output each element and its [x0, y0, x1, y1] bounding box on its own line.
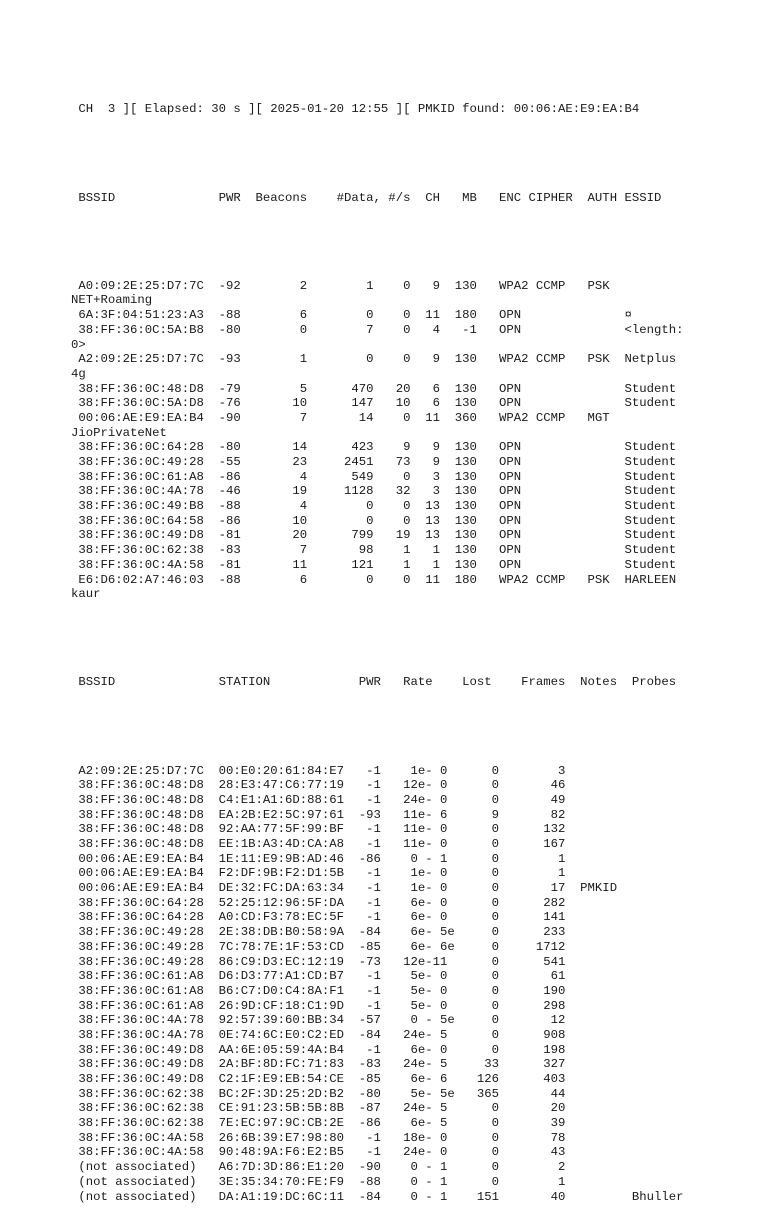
ap-table-row: 38:FF:36:0C:64:58 -86 10 0 0 13 130 OPN Student [71, 513, 677, 528]
station-table-row: 38:FF:36:0C:49:D8 AA:6E:05:59:4A:B4 -1 6e- 0 0 198 [71, 1042, 566, 1057]
station-table-row: A2:09:2E:25:D7:7C 00:E0:20:61:84:E7 -1 1e- 0 0 3 [71, 763, 566, 778]
station-table-row: (not associated) 3E:35:34:70:FE:F9 -88 0 - 1 0 1 [71, 1174, 566, 1189]
station-table-row: 38:FF:36:0C:49:D8 2A:BF:8D:FC:71:83 -83 24e- 5 33 327 [71, 1057, 566, 1072]
station-table-row: 38:FF:36:0C:48:D8 EE:1B:A3:4D:CA:A8 -1 11e- 0 0 167 [71, 837, 566, 852]
station-table-row: 38:FF:36:0C:4A:78 92:57:39:60:BB:34 -57 0 - 5e 0 12 [71, 1013, 566, 1028]
ap-table-row: 6A:3F:04:51:23:A3 -88 6 0 0 11 180 OPN ¤ [71, 308, 632, 323]
station-table-row: 38:FF:36:0C:62:38 7E:EC:97:9C:CB:2E -86 6e- 5 0 39 [71, 1116, 566, 1131]
ap-table-row: A0:09:2E:25:D7:7C -92 2 1 0 9 130 WPA2 CCMP PSK [71, 278, 610, 293]
ap-table-row: 38:FF:36:0C:49:D8 -81 20 799 19 13 130 OPN Student [71, 528, 677, 543]
ap-table-row: 38:FF:36:0C:5A:B8 -80 0 7 0 4 -1 OPN <length: [71, 322, 684, 337]
station-table [71, 764, 761, 1205]
station-table-row: 38:FF:36:0C:4A:58 90:48:9A:F6:E2:B5 -1 24e- 0 0 43 [71, 1145, 566, 1160]
station-table-row: 38:FF:36:0C:49:D8 C2:1F:E9:EB:54:CE -85 6e- 6 126 403 [71, 1072, 566, 1087]
ap-table-row: A2:09:2E:25:D7:7C -93 1 0 0 9 130 WPA2 CCMP PSK Netplus [71, 352, 677, 367]
station-table-row: 38:FF:36:0C:64:28 A0:CD:F3:78:EC:5F -1 6e- 0 0 141 [71, 910, 566, 925]
station-table-row: (not associated) DA:A1:19:DC:6C:11 -84 0 - 1 151 40 Bhuller [71, 1189, 684, 1204]
station-table-row: 38:FF:36:0C:48:D8 28:E3:47:C6:77:19 -1 12e- 0 0 46 [71, 778, 566, 793]
ap-table-header: BSSID PWR Beacons #Data, #/s CH MB ENC CIPHER AUTH ESSID [71, 190, 662, 205]
station-table-row: 00:06:AE:E9:EA:B4 DE:32:FC:DA:63:34 -1 1e- 0 0 17 PMKID [71, 881, 618, 896]
terminal-output [71, 73, 761, 1219]
ap-table-row: 38:FF:36:0C:4A:58 -81 11 121 1 1 130 OPN Student [71, 557, 677, 572]
ap-table-row: 0> [71, 337, 86, 352]
ap-table-row: 38:FF:36:0C:62:38 -83 7 98 1 1 130 OPN Student [71, 543, 677, 558]
station-table-row: 00:06:AE:E9:EA:B4 1E:11:E9:9B:AD:46 -86 0 - 1 0 1 [71, 851, 566, 866]
ap-table-row: 00:06:AE:E9:EA:B4 -90 7 14 0 11 360 WPA2 CCMP MGT [71, 410, 610, 425]
ap-table-row: 38:FF:36:0C:5A:D8 -76 10 147 10 6 130 OPN Student [71, 396, 677, 411]
station-table-row: (not associated) A6:7D:3D:86:E1:20 -90 0 - 1 0 2 [71, 1160, 566, 1175]
station-table-row: 38:FF:36:0C:62:38 CE:91:23:5B:5B:8B -87 24e- 5 0 20 [71, 1101, 566, 1116]
ap-table-row: 38:FF:36:0C:61:A8 -86 4 549 0 3 130 OPN Student [71, 469, 677, 484]
station-table-row: 38:FF:36:0C:49:28 7C:78:7E:1F:53:CD -85 6e- 6e 0 1712 [71, 939, 566, 954]
station-table-row: 38:FF:36:0C:49:28 2E:38:DB:B0:58:9A -84 6e- 5e 0 233 [71, 925, 566, 940]
ap-table-row: 38:FF:36:0C:4A:78 -46 19 1128 32 3 130 OPN Student [71, 484, 677, 499]
blank-line [71, 720, 761, 735]
station-table-header: BSSID STATION PWR Rate Lost Frames Notes Probes [71, 675, 677, 690]
station-table-row: 38:FF:36:0C:61:A8 D6:D3:77:A1:CD:B7 -1 5e- 0 0 61 [71, 969, 566, 984]
station-table-row: 38:FF:36:0C:48:D8 C4:E1:A1:6D:88:61 -1 24e- 0 0 49 [71, 792, 566, 807]
ap-table-row: 38:FF:36:0C:64:28 -80 14 423 9 9 130 OPN Student [71, 440, 677, 455]
access-point-table [71, 279, 761, 602]
ap-table-row: 38:FF:36:0C:48:D8 -79 5 470 20 6 130 OPN Student [71, 381, 677, 396]
blank-line [71, 235, 761, 250]
ap-table-row: JioPrivateNet [71, 425, 167, 440]
station-table-row: 38:FF:36:0C:49:28 86:C9:D3:EC:12:19 -73 12e-11 0 541 [71, 954, 566, 969]
ap-table-row: kaur [71, 587, 101, 602]
station-table-row: 38:FF:36:0C:61:A8 26:9D:CF:18:C1:9D -1 5e- 0 0 298 [71, 998, 566, 1013]
station-table-row: 00:06:AE:E9:EA:B4 F2:DF:9B:F2:D1:5B -1 1e- 0 0 1 [71, 866, 566, 881]
station-table-row: 38:FF:36:0C:48:D8 92:AA:77:5F:99:BF -1 11e- 0 0 132 [71, 822, 566, 837]
blank-line [71, 147, 761, 162]
station-table-row: 38:FF:36:0C:62:38 BC:2F:3D:25:2D:B2 -80 5e- 5e 365 44 [71, 1086, 566, 1101]
ap-table-row: NET+Roaming [71, 293, 153, 308]
ap-table-row: 4g [71, 366, 86, 381]
blank-line [71, 631, 761, 646]
station-table-row: 38:FF:36:0C:61:A8 B6:C7:D0:C4:8A:F1 -1 5e- 0 0 190 [71, 983, 566, 998]
station-table-row: 38:FF:36:0C:4A:78 0E:74:6C:E0:C2:ED -84 24e- 5 0 908 [71, 1027, 566, 1042]
station-table-row: 38:FF:36:0C:64:28 52:25:12:96:5F:DA -1 6e- 0 0 282 [71, 895, 566, 910]
ap-table-row: 38:FF:36:0C:49:B8 -88 4 0 0 13 130 OPN Student [71, 499, 677, 514]
station-table-row: 38:FF:36:0C:4A:58 26:6B:39:E7:98:80 -1 18e- 0 0 78 [71, 1130, 566, 1145]
station-table-row: 38:FF:36:0C:48:D8 EA:2B:E2:5C:97:61 -93 11e- 6 9 82 [71, 807, 566, 822]
status-line: CH 3 ][ Elapsed: 30 s ][ 2025-01-20 12:55 ][ PMKID found: 00:06:AE:E9:EA:B4 [71, 102, 640, 117]
ap-table-row: 38:FF:36:0C:49:28 -55 23 2451 73 9 130 OPN Student [71, 455, 677, 470]
ap-table-row: E6:D6:02:A7:46:03 -88 6 0 0 11 180 WPA2 CCMP PSK HARLEEN [71, 572, 677, 587]
